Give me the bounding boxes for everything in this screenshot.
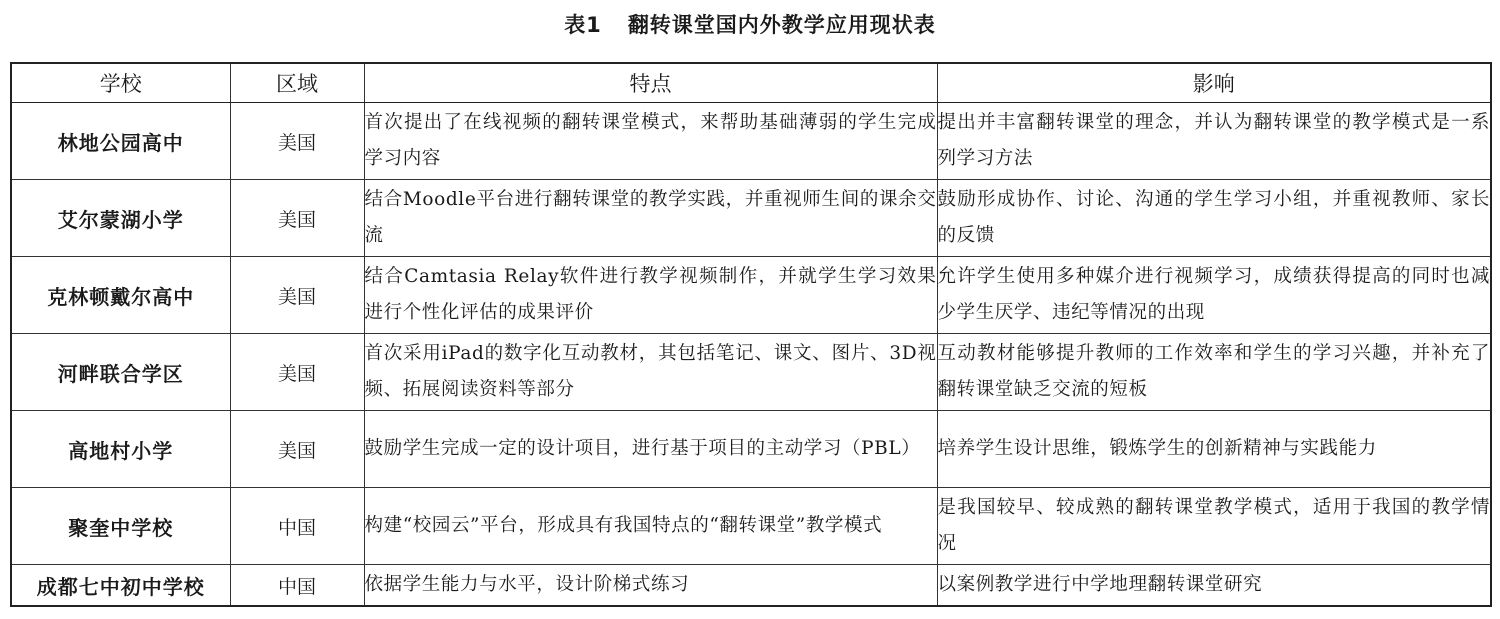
table-row (11, 257, 1491, 334)
header-impact: 影响 (937, 63, 1491, 103)
cell-region: 美国 (230, 257, 364, 334)
table-caption (0, 10, 1500, 40)
cell-feature: 首次采用iPad的数字化互动教材，其包括笔记、课文、图片、3D视频、拓展阅读资料等部分 (364, 334, 937, 411)
cell-impact: 鼓励形成协作、讨论、沟通的学生学习小组，并重视教师、家长的反馈 (937, 180, 1491, 257)
table-body (11, 103, 1491, 607)
table-title: 翻转课堂国内外教学应用现状表 (627, 13, 936, 37)
cell-impact: 提出并丰富翻转课堂的理念，并认为翻转课堂的教学模式是一系列学习方法 (937, 103, 1491, 180)
table-row (11, 103, 1491, 180)
cell-impact: 以案例教学进行中学地理翻转课堂研究 (937, 565, 1491, 607)
cell-feature: 鼓励学生完成一定的设计项目，进行基于项目的主动学习（PBL） (364, 411, 937, 488)
header-region: 区域 (230, 63, 364, 103)
table-row (11, 180, 1491, 257)
table-row (11, 334, 1491, 411)
cell-feature: 结合Moodle平台进行翻转课堂的教学实践，并重视师生间的课余交流 (364, 180, 937, 257)
cell-impact: 互动教材能够提升教师的工作效率和学生的学习兴趣，并补充了翻转课堂缺乏交流的短板 (937, 334, 1491, 411)
header-school: 学校 (11, 63, 230, 103)
header-row (11, 63, 1491, 103)
cell-school: 克林顿戴尔高中 (11, 257, 230, 334)
table-row (11, 488, 1491, 565)
cell-school: 河畔联合学区 (11, 334, 230, 411)
cell-region: 中国 (230, 488, 364, 565)
cell-feature: 构建“校园云”平台，形成具有我国特点的“翻转课堂”教学模式 (364, 488, 937, 565)
cell-school: 成都七中初中学校 (11, 565, 230, 607)
header-feature: 特点 (364, 63, 937, 103)
cell-region: 美国 (230, 411, 364, 488)
cell-feature: 依据学生能力与水平，设计阶梯式练习 (364, 565, 937, 607)
table-number: 表1 (564, 13, 602, 37)
cell-region: 美国 (230, 103, 364, 180)
cell-region: 美国 (230, 180, 364, 257)
cell-school: 高地村小学 (11, 411, 230, 488)
table-row (11, 565, 1491, 607)
cell-feature: 结合Camtasia Relay软件进行教学视频制作，并就学生学习效果进行个性化评估的成果评价 (364, 257, 937, 334)
cell-region: 美国 (230, 334, 364, 411)
cell-school: 聚奎中学校 (11, 488, 230, 565)
data-table (10, 62, 1492, 607)
cell-region: 中国 (230, 565, 364, 607)
cell-impact: 是我国较早、较成熟的翻转课堂教学模式，适用于我国的教学情况 (937, 488, 1491, 565)
cell-impact: 培养学生设计思维，锻炼学生的创新精神与实践能力 (937, 411, 1491, 488)
table-header (11, 63, 1491, 103)
cell-school: 林地公园高中 (11, 103, 230, 180)
cell-impact: 允许学生使用多种媒介进行视频学习，成绩获得提高的同时也减少学生厌学、违纪等情况的出现 (937, 257, 1491, 334)
cell-feature: 首次提出了在线视频的翻转课堂模式，来帮助基础薄弱的学生完成学习内容 (364, 103, 937, 180)
cell-school: 艾尔蒙湖小学 (11, 180, 230, 257)
table-row (11, 411, 1491, 488)
